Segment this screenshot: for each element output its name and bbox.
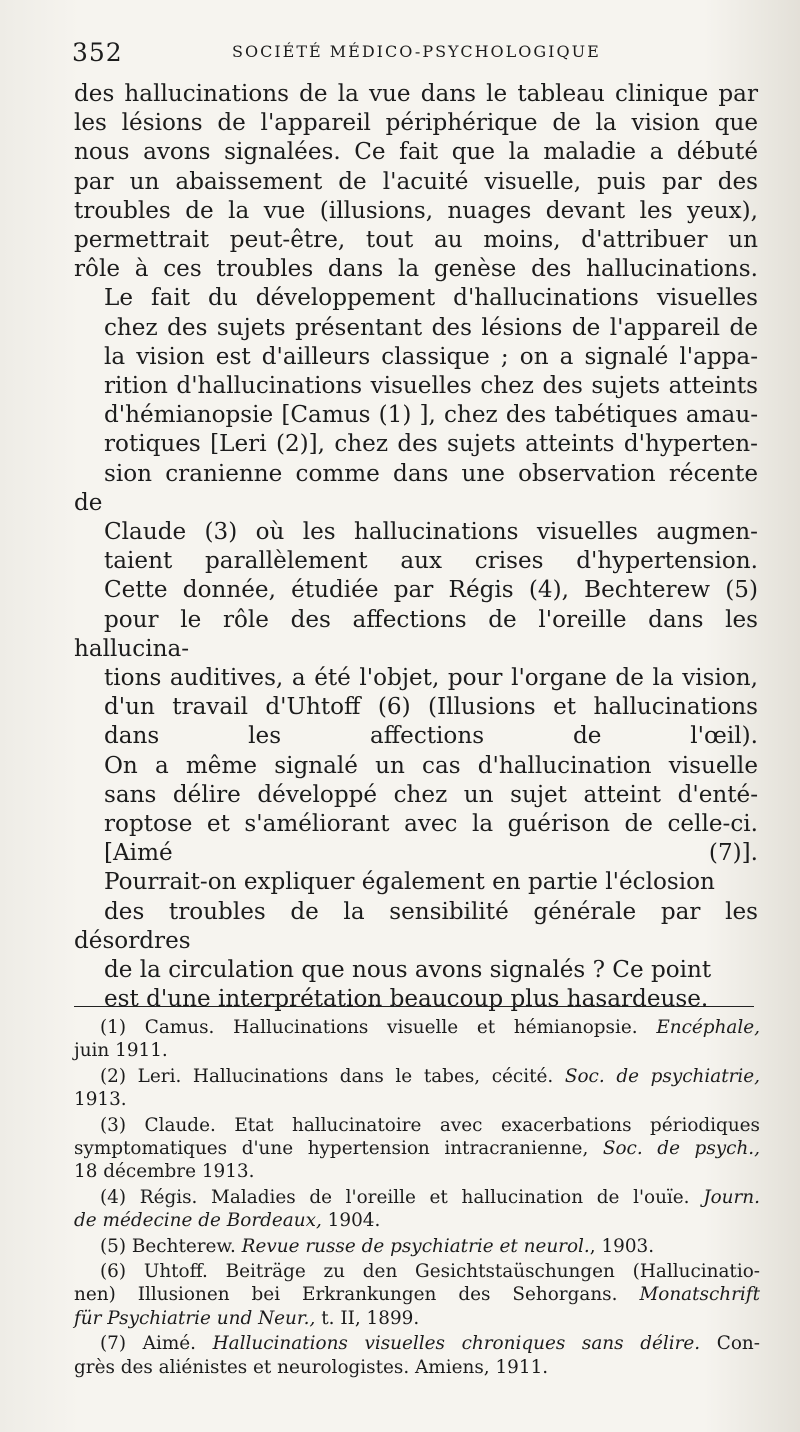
text-line: permettrait peut-être, tout au moins, d'attribuer un (74, 227, 758, 254)
footnotes (74, 1016, 760, 1381)
footnote-6 (74, 1260, 760, 1330)
footnote-line: grès des aliénistes et neurologistes. Amiens, 1911. (74, 1356, 549, 1378)
footnote-3 (74, 1114, 760, 1184)
footnote-text: (7) Aimé. (100, 1333, 196, 1355)
text-line: dans les affections de l'œil). (104, 723, 758, 750)
text-line: roptose et s'améliorant avec la guérison de celle-ci. (104, 811, 758, 838)
footnote-italic: Hallucinations visuelles chroniques sans délire. (212, 1333, 701, 1355)
footnote-line: (6) Uhtoff. Beiträge zu den Gesichtstaüschungen (Hallucinatio- (100, 1261, 760, 1283)
text-line: d'hémianopsie [Camus (1) ], chez des tabétiques amau- (104, 402, 758, 429)
footnote-text: (2) Leri. Hallucinations dans le tabes, cécité. (100, 1065, 554, 1087)
footnote-italic: de médecine de Bordeaux, (74, 1210, 322, 1232)
footnote-text: , 1903. (589, 1235, 655, 1257)
footnote-4 (74, 1186, 760, 1233)
footnote-7 (74, 1332, 760, 1379)
footnote-line (74, 1235, 760, 1258)
footnote-italic: Monatschrift (639, 1284, 760, 1306)
page-header (72, 34, 762, 74)
footnote-text: (4) Régis. Maladies de l'oreille et hallucination de l'ouïe. (100, 1186, 690, 1208)
footnote-line (74, 1016, 760, 1039)
footnote-line (74, 1137, 760, 1160)
footnote-line: juin 1911. (74, 1040, 168, 1062)
footnote-line (74, 1186, 760, 1209)
footnote-text: symptomatiques d'une hypertension intracranienne, (74, 1138, 589, 1160)
footnote-text: Con- (716, 1333, 760, 1355)
text-line: On a même signalé un cas d'hallucination visuelle (104, 752, 758, 779)
text-line: sion cranienne comme dans une observation récente de (74, 460, 758, 516)
text-line: chez des sujets présentant des lésions de l'appareil de (104, 314, 758, 341)
text-line: d'un travail d'Uhtoff (6) (Illusions et hallucinations (104, 694, 758, 721)
footnote-text: (5) Bechterew. (100, 1235, 236, 1257)
running-head: SOCIÉTÉ MÉDICO-PSYCHOLOGIQUE (232, 42, 601, 61)
text-line: par un abaissement de l'acuité visuelle, puis par des (74, 168, 758, 195)
text-line: taient parallèlement aux crises d'hypertension. (104, 548, 758, 575)
text-line: pour le rôle des affections de l'oreille dans les hallucina- (74, 606, 758, 662)
footnote-rule (74, 1006, 754, 1007)
paragraph-3 (74, 576, 758, 751)
footnote-italic: Soc. de psychiatrie, (564, 1065, 760, 1087)
main-text (74, 80, 758, 1015)
paragraph-2 (74, 284, 758, 576)
footnote-1 (74, 1016, 760, 1063)
footnote-line (74, 1332, 760, 1355)
footnote-italic: Encéphale, (656, 1017, 760, 1038)
footnote-line: 18 décembre 1913. (74, 1161, 255, 1183)
footnote-line (74, 1065, 760, 1088)
footnote-line (74, 1307, 760, 1330)
footnote-text: nen) Illusionen bei Erkrankungen des Sehorgans. (74, 1284, 618, 1306)
page-number: 352 (72, 38, 123, 67)
footnote-italic: Revue russe de psychiatrie et neurol. (241, 1235, 590, 1257)
text-line: des troubles de la sensibilité générale par les désordres (74, 898, 758, 954)
text-line: tions auditives, a été l'objet, pour l'organe de la vision, (104, 665, 758, 692)
text-line: sans délire développé chez un sujet atteint d'enté- (104, 781, 758, 808)
paragraph-4 (74, 752, 758, 869)
footnote-text: (1) Camus. Hallucinations visuelle et hémianopsie. (100, 1017, 638, 1038)
footnote-5 (74, 1235, 760, 1258)
text-line: de la circulation que nous avons signalés ? Ce point (104, 957, 712, 984)
footnote-italic: Soc. de psych., (602, 1138, 760, 1160)
text-line: Pourrait-on expliquer également en partie l'éclosion (104, 869, 715, 896)
text-line: Claude (3) où les hallucinations visuelles augmen- (104, 519, 758, 546)
text-line: la vision est d'ailleurs classique ; on a signalé l'appa- (104, 343, 758, 370)
footnote-text: 1904. (327, 1210, 381, 1232)
text-line: des hallucinations de la vue dans le tableau clinique par (74, 81, 758, 107)
footnote-line (74, 1283, 760, 1306)
text-line: est d'une interprétation beaucoup plus hasardeuse. (104, 986, 709, 1013)
paragraph-5 (74, 868, 758, 1014)
footnote-line: 1913. (74, 1089, 127, 1111)
footnote-line: (3) Claude. Etat hallucinatoire avec exacerbations périodiques (100, 1114, 760, 1136)
text-line: Le fait du développement d'hallucinations visuelles (104, 285, 758, 312)
footnote-text: t. II, 1899. (321, 1307, 420, 1329)
text-line: rotiques [Leri (2)], chez des sujets atteints d'hyperten- (104, 431, 758, 458)
text-line: troubles de la vue (illusions, nuages devant les yeux), (74, 197, 758, 224)
text-line: nous avons signalées. Ce fait que la maladie a débuté (74, 139, 758, 166)
footnote-2 (74, 1065, 760, 1112)
paragraph-1 (74, 80, 758, 284)
footnote-line (74, 1209, 760, 1232)
text-line: rition d'hallucinations visuelles chez des sujets atteints (104, 373, 758, 400)
footnote-italic: Journ. (703, 1186, 760, 1208)
text-line: Cette donnée, étudiée par Régis (4), Bechterew (5) (104, 577, 758, 604)
text-line: [Aimé (7)]. (104, 840, 758, 867)
text-line: les lésions de l'appareil périphérique de la vision que (74, 110, 758, 137)
footnote-italic: für Psychiatrie und Neur., (74, 1307, 316, 1329)
text-line: rôle à ces troubles dans la genèse des hallucinations. (74, 256, 758, 283)
